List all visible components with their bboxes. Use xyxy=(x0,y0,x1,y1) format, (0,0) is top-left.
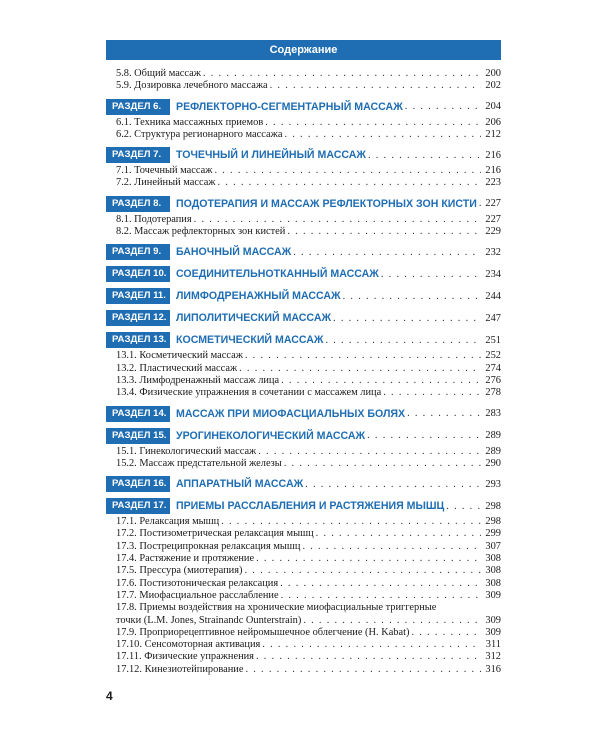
toc-entry[interactable] xyxy=(106,363,501,375)
toc-entry[interactable] xyxy=(106,516,501,528)
entry-title: 17.7. Миофасциальное расслабление xyxy=(116,589,279,601)
toc-entry[interactable] xyxy=(106,214,501,226)
entry-title: 13.3. Лимфодренажный массаж лица xyxy=(116,374,280,386)
dot-leader xyxy=(270,80,481,92)
toc-entry[interactable] xyxy=(106,541,501,553)
dot-leader xyxy=(293,247,481,258)
entry-title: 6.2. Структура регионарного массажа xyxy=(116,128,283,140)
toc-entry[interactable] xyxy=(106,68,501,80)
toc-section[interactable] xyxy=(106,332,501,348)
entry-page: 274 xyxy=(485,362,501,374)
entry-page: 298 xyxy=(485,516,501,528)
section-page: 289 xyxy=(485,430,501,442)
toc-section[interactable] xyxy=(106,266,501,282)
dot-leader xyxy=(303,615,481,627)
toc-section[interactable] xyxy=(106,244,501,260)
dot-leader xyxy=(333,313,481,324)
toc-section[interactable] xyxy=(106,406,501,422)
entry-title: 17.6. Постизотоническая релаксация xyxy=(116,577,279,589)
dot-leader xyxy=(305,479,481,490)
toc-entry[interactable] xyxy=(106,387,501,399)
entry-title: 8.2. Массаж рефлекторных зон кистей xyxy=(116,226,286,238)
section-label-badge: РАЗДЕЛ 10. xyxy=(106,266,170,282)
dot-leader xyxy=(221,516,481,528)
section-title: КОСМЕТИЧЕСКИЙ МАССАЖ xyxy=(176,334,324,347)
dot-leader xyxy=(239,363,481,375)
entry-page: 312 xyxy=(485,651,501,663)
dot-leader xyxy=(194,214,481,226)
section-label-badge: РАЗДЕЛ 12. xyxy=(106,310,170,326)
page-number: 4 xyxy=(106,689,113,703)
dot-leader xyxy=(411,627,481,639)
toc-section[interactable] xyxy=(106,147,501,163)
dot-leader xyxy=(256,553,481,565)
dot-leader xyxy=(325,335,481,346)
dot-leader xyxy=(479,198,481,209)
section-label-badge: РАЗДЕЛ 6. xyxy=(106,99,170,115)
entry-title: 15.1. Гинекологический массаж xyxy=(116,445,257,457)
table-of-contents xyxy=(106,68,501,676)
section-label-badge: РАЗДЕЛ 13. xyxy=(106,332,170,348)
entry-page: 278 xyxy=(485,387,501,399)
contents-header: Содержание xyxy=(106,40,501,60)
toc-entry[interactable] xyxy=(106,375,501,387)
section-label-badge: РАЗДЕЛ 7. xyxy=(106,147,170,163)
entry-title: 7.1. Точечный массаж xyxy=(116,165,213,177)
toc-entry[interactable] xyxy=(106,165,501,177)
entry-title: 17.10. Сенсомоторная активация xyxy=(116,639,261,651)
entry-title: 5.8. Общий массаж xyxy=(116,68,201,79)
entry-title: 13.4. Физические упражнения в сочетании с массажем лица xyxy=(116,387,382,399)
dot-leader xyxy=(280,578,481,590)
section-title: БАНОЧНЫЙ МАССАЖ xyxy=(176,246,292,259)
toc-section[interactable] xyxy=(106,99,501,115)
entry-page: 309 xyxy=(485,626,501,638)
entry-page: 252 xyxy=(485,350,501,362)
dot-leader xyxy=(265,117,481,129)
entry-page: 229 xyxy=(485,226,501,238)
dot-leader xyxy=(368,150,481,161)
toc-entry[interactable] xyxy=(106,80,501,92)
dot-leader xyxy=(256,651,481,663)
dot-leader xyxy=(367,430,481,441)
toc-entry[interactable] xyxy=(106,129,501,141)
section-label-badge: РАЗДЕЛ 14. xyxy=(106,406,170,422)
dot-leader xyxy=(381,269,481,280)
section-page: 251 xyxy=(485,334,501,346)
entry-page: 200 xyxy=(485,68,501,79)
entry-page: 290 xyxy=(485,457,501,469)
entry-title: 8.1. Подотерапия xyxy=(116,213,192,225)
dot-leader xyxy=(203,68,481,80)
toc-entry[interactable] xyxy=(106,565,501,577)
dot-leader xyxy=(281,375,481,387)
toc-entry[interactable] xyxy=(106,639,501,651)
toc-entry[interactable] xyxy=(106,627,501,639)
entry-page: 202 xyxy=(485,80,501,92)
section-title: МАССАЖ ПРИ МИОФАСЦИАЛЬНЫХ БОЛЯХ xyxy=(176,407,406,420)
toc-entry[interactable] xyxy=(106,664,501,676)
section-page: 283 xyxy=(485,408,501,420)
dot-leader xyxy=(217,177,481,189)
toc-entry[interactable] xyxy=(106,615,501,627)
toc-entry[interactable] xyxy=(106,177,501,189)
entry-page: 227 xyxy=(485,213,501,225)
entry-title: 13.2. Пластический массаж xyxy=(116,362,238,374)
entry-title: 17.4. Растяжение и протяжение xyxy=(116,553,255,565)
dot-leader xyxy=(214,165,481,177)
entry-title: 17.2. Постизометрическая релаксация мышц xyxy=(116,528,314,540)
toc-entry[interactable] xyxy=(106,117,501,129)
section-title: ЛИМФОДРЕНАЖНЫЙ МАССАЖ xyxy=(176,290,341,303)
entry-page: 299 xyxy=(485,528,501,540)
entry-title: 17.12. Кинезиотейпирование xyxy=(116,663,244,675)
section-page: 216 xyxy=(485,149,501,161)
entry-page: 206 xyxy=(485,116,501,128)
toc-section[interactable] xyxy=(106,196,501,212)
entry-page: 308 xyxy=(485,553,501,565)
dot-leader xyxy=(245,664,481,676)
toc-entry[interactable] xyxy=(106,602,501,614)
entry-title: 6.1. Техника массажных приемов xyxy=(116,116,264,128)
toc-entry[interactable] xyxy=(106,226,501,238)
section-page: 204 xyxy=(485,101,501,113)
entry-title: точки (L.M. Jones, Strainandc Ounterstrain) xyxy=(116,614,302,626)
dot-leader xyxy=(407,408,481,419)
entry-title: 5.9. Дозировка лечебного массажа xyxy=(116,80,268,92)
entry-page: 289 xyxy=(485,445,501,457)
section-page: 244 xyxy=(485,290,501,302)
toc-entry[interactable] xyxy=(106,350,501,362)
section-page: 227 xyxy=(485,198,501,210)
section-title: АППАРАТНЫЙ МАССАЖ xyxy=(176,478,304,491)
toc-section[interactable] xyxy=(106,310,501,326)
section-label-badge: РАЗДЕЛ 8. xyxy=(106,196,170,212)
dot-leader xyxy=(405,101,481,112)
entry-page: 308 xyxy=(485,577,501,589)
toc-section[interactable] xyxy=(106,498,501,514)
section-page: 232 xyxy=(485,246,501,258)
dot-leader xyxy=(245,350,481,362)
section-title: УРОГИНЕКОЛОГИЧЕСКИЙ МАССАЖ xyxy=(176,429,366,442)
entry-title: 15.2. Массаж предстательной железы xyxy=(116,457,282,469)
entry-page: 223 xyxy=(485,177,501,189)
dot-leader xyxy=(287,226,481,238)
toc-entry[interactable] xyxy=(106,553,501,565)
dot-leader xyxy=(284,129,481,141)
section-page: 234 xyxy=(485,268,501,280)
dot-leader xyxy=(284,458,481,470)
section-page: 293 xyxy=(485,478,501,490)
entry-title: 17.1. Релаксация мышц xyxy=(116,516,220,528)
dot-leader xyxy=(316,528,481,540)
entry-page: 212 xyxy=(485,128,501,140)
dot-leader xyxy=(446,501,481,512)
entry-title: 17.9. Проприорецептивное нейромышечное облегчение (H. Kabat) xyxy=(116,626,410,638)
entry-page: 308 xyxy=(485,565,501,577)
entry-page: 316 xyxy=(485,663,501,675)
section-title: ЛИПОЛИТИЧЕСКИЙ МАССАЖ xyxy=(176,312,332,325)
section-title: ПРИЕМЫ РАССЛАБЛЕНИЯ И РАСТЯЖЕНИЯ МЫШЦ xyxy=(176,500,445,513)
dot-leader xyxy=(244,565,481,577)
toc-section[interactable] xyxy=(106,428,501,444)
entry-page: 309 xyxy=(485,589,501,601)
section-page: 247 xyxy=(485,312,501,324)
entry-title: 17.5. Прессура (миотерапия) xyxy=(116,565,243,577)
entry-page: 276 xyxy=(485,374,501,386)
section-title: СОЕДИНИТЕЛЬНОТКАННЫЙ МАССАЖ xyxy=(176,268,379,281)
entry-page: 309 xyxy=(485,614,501,626)
toc-entry[interactable] xyxy=(106,446,501,458)
section-label-badge: РАЗДЕЛ 16. xyxy=(106,476,170,492)
section-label-badge: РАЗДЕЛ 17. xyxy=(106,498,170,514)
dot-leader xyxy=(281,590,481,602)
dot-leader xyxy=(262,639,481,651)
entry-title: 17.8. Приемы воздействия на хронические миофасциальные триггерные xyxy=(116,602,437,614)
entry-title: 7.2. Линейный массаж xyxy=(116,177,216,189)
dot-leader xyxy=(302,541,481,553)
dot-leader xyxy=(258,446,481,458)
toc-entry[interactable] xyxy=(106,458,501,470)
toc-entry[interactable] xyxy=(106,528,501,540)
entry-title: 17.3. Постреципрокная релаксация мышц xyxy=(116,540,301,552)
entry-page: 307 xyxy=(485,540,501,552)
toc-entry[interactable] xyxy=(106,651,501,663)
toc-entry[interactable] xyxy=(106,590,501,602)
entry-title: 13.1. Косметический массаж xyxy=(116,350,243,362)
section-title: РЕФЛЕКТОРНО-СЕГМЕНТАРНЫЙ МАССАЖ xyxy=(176,100,403,113)
section-title: ПОДОТЕРАПИЯ И МАССАЖ РЕФЛЕКТОРНЫХ ЗОН КИСТИ xyxy=(176,197,477,210)
section-label-badge: РАЗДЕЛ 15. xyxy=(106,428,170,444)
section-page: 298 xyxy=(485,500,501,512)
section-label-badge: РАЗДЕЛ 11. xyxy=(106,288,170,304)
section-title: ТОЧЕЧНЫЙ И ЛИНЕЙНЫЙ МАССАЖ xyxy=(176,149,366,162)
dot-leader xyxy=(383,387,481,399)
toc-section[interactable] xyxy=(106,288,501,304)
entry-page: 311 xyxy=(485,639,501,651)
section-label-badge: РАЗДЕЛ 9. xyxy=(106,244,170,260)
entry-title: 17.11. Физические упражнения xyxy=(116,651,254,663)
dot-leader xyxy=(343,291,481,302)
toc-entry[interactable] xyxy=(106,578,501,590)
toc-section[interactable] xyxy=(106,476,501,492)
entry-page: 216 xyxy=(485,165,501,177)
